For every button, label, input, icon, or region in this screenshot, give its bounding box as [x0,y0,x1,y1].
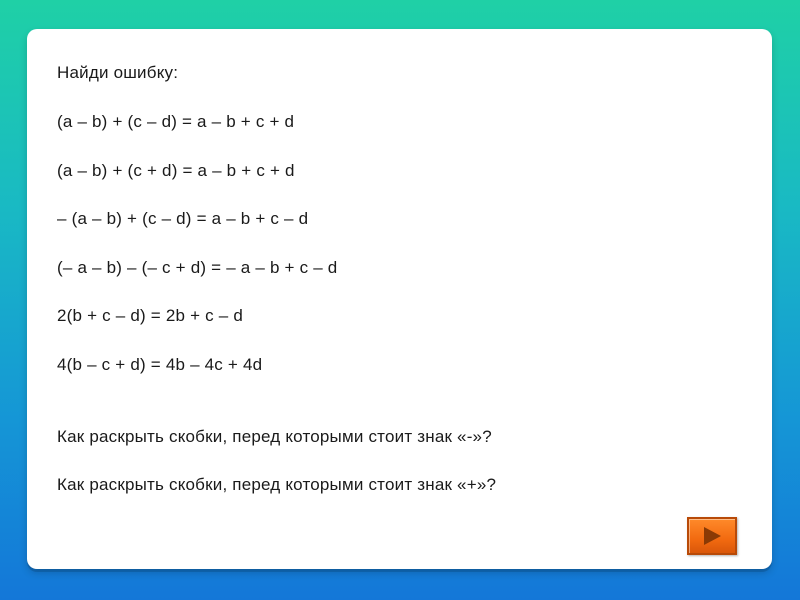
slide-heading: Найди ошибку: [57,63,179,82]
equation-line: – (a – b) + (c – d) = a – b + c – d [57,209,309,228]
question-plus: Как раскрыть скобки, перед которыми стоит знак «+»? [57,475,497,494]
next-slide-button[interactable] [687,517,737,555]
play-triangle-icon [704,527,721,545]
equation-line: 4(b – c + d) = 4b – 4c + 4d [57,355,263,374]
equation-line: (a – b) + (c + d) = a – b + c + d [57,161,295,180]
equation-line: (– a – b) – (– c + d) = – a – b + c – d [57,258,338,277]
equation-line: 2(b + c – d) = 2b + c – d [57,306,243,325]
question-minus: Как раскрыть скобки, перед которыми стоит знак «-»? [57,427,492,446]
equation-line: (a – b) + (c – d) = a – b + c + d [57,112,295,131]
